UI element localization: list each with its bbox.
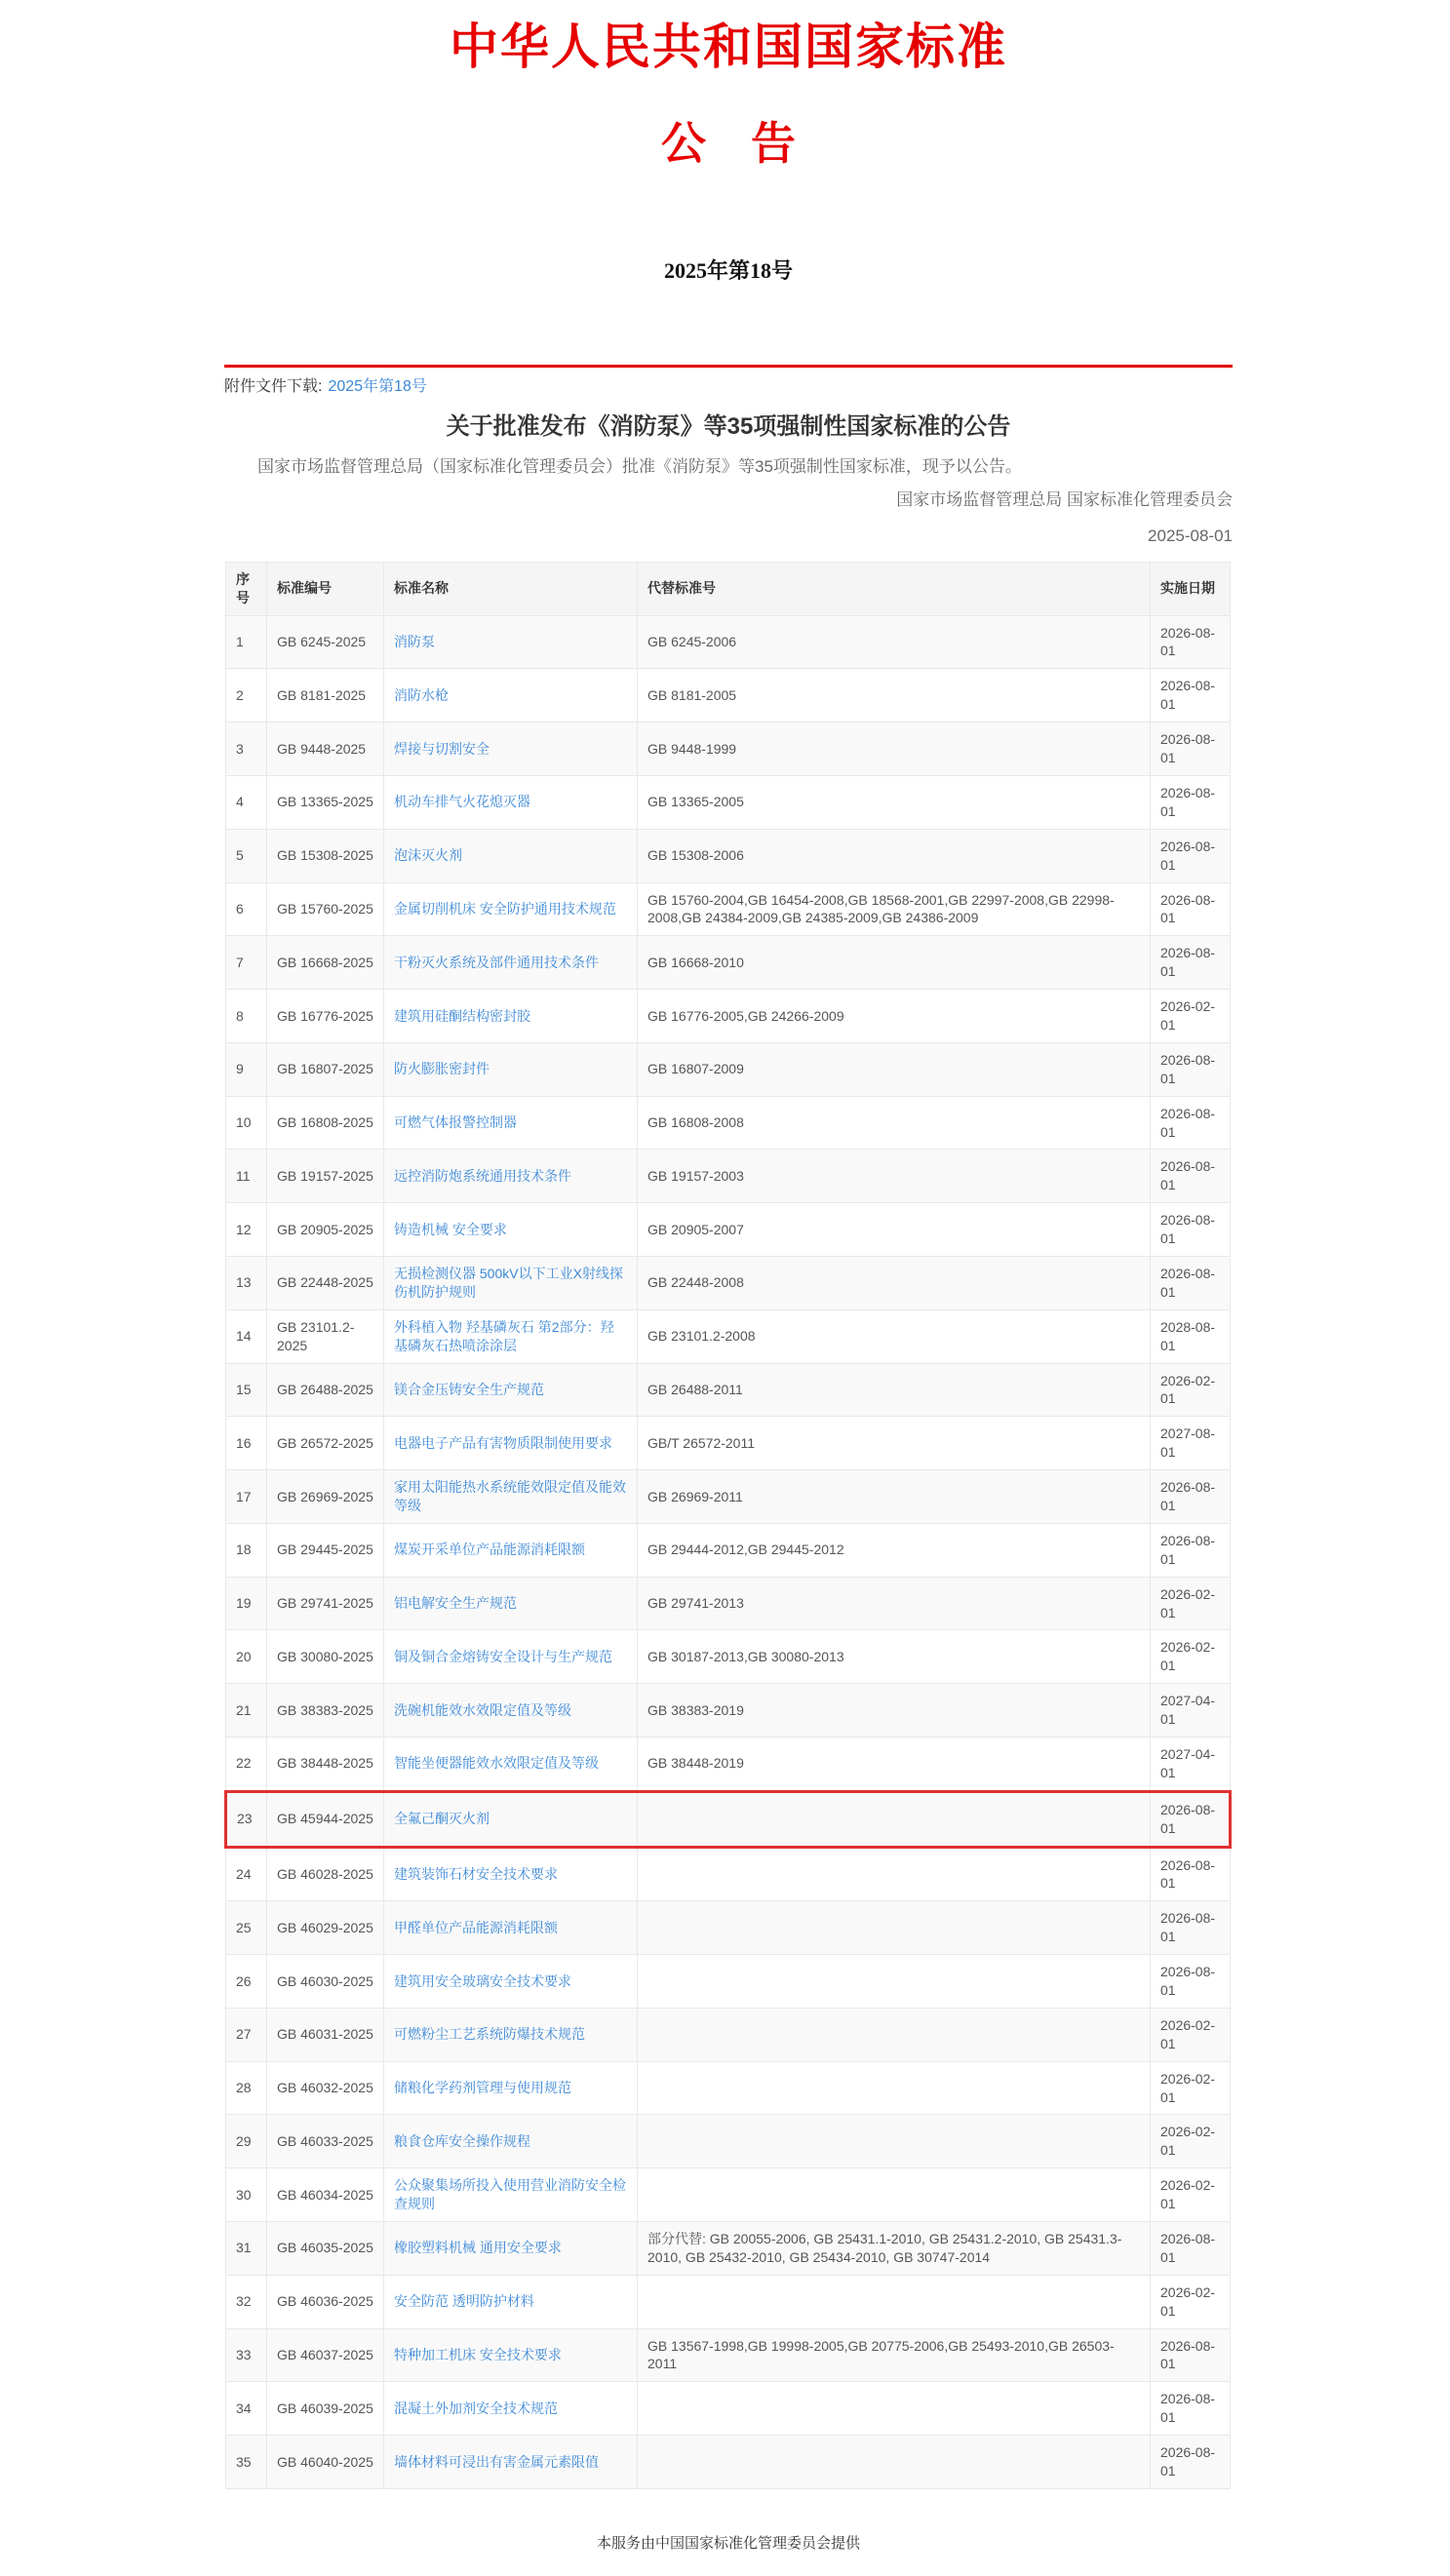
replaced-standards: GB 16776-2005,GB 24266-2009 <box>638 990 1151 1043</box>
table-header-row <box>226 562 1231 615</box>
row-index: 11 <box>226 1150 267 1203</box>
table-row <box>226 1630 1231 1684</box>
standard-code: GB 16776-2025 <box>267 990 384 1043</box>
replaced-standards: GB/T 26572-2011 <box>638 1417 1151 1470</box>
table-row <box>226 2222 1231 2276</box>
implementation-date: 2026-08-01 <box>1151 775 1231 829</box>
replaced-standards <box>638 1955 1151 2009</box>
implementation-date: 2026-08-01 <box>1151 615 1231 669</box>
standard-code: GB 46029-2025 <box>267 1901 384 1955</box>
standard-name-link[interactable]: 无损检测仪器 500kV以下工业X射线探伤机防护规则 <box>394 1265 623 1300</box>
standard-name-cell <box>384 1577 638 1630</box>
standard-name-link[interactable]: 远控消防炮系统通用技术条件 <box>394 1167 571 1184</box>
table-row <box>226 1096 1231 1150</box>
row-index: 16 <box>226 1417 267 1470</box>
row-index: 21 <box>226 1684 267 1737</box>
replaced-standards: GB 19157-2003 <box>638 1150 1151 1203</box>
row-index: 6 <box>226 882 267 936</box>
standard-name-cell <box>384 2328 638 2382</box>
announcement-paragraph: 国家市场监督管理总局（国家标准化管理委员会）批准《消防泵》等35项强制性国家标准，现予以公告。 <box>257 456 1022 476</box>
standard-code: GB 16807-2025 <box>267 1042 384 1096</box>
row-index: 12 <box>226 1203 267 1257</box>
standard-name-link[interactable]: 公众聚集场所投入使用营业消防安全检查规则 <box>394 2177 626 2212</box>
replaced-standards: GB 15760-2004,GB 16454-2008,GB 18568-2001,GB 22997-2008,GB 22998-2008,GB 24384-2009,GB 24385-2009,GB 24386-2009 <box>638 882 1151 936</box>
row-index: 7 <box>226 936 267 990</box>
standard-name-link[interactable]: 干粉灭火系统及部件通用技术条件 <box>394 954 599 970</box>
standard-name-link[interactable]: 外科植入物 羟基磷灰石 第2部分：羟基磷灰石热喷涂涂层 <box>394 1318 614 1353</box>
implementation-date: 2026-08-01 <box>1151 1901 1231 1955</box>
standard-name-link[interactable]: 泡沫灭火剂 <box>394 847 462 864</box>
table-row <box>226 1203 1231 1257</box>
standard-name-cell <box>384 615 638 669</box>
table-row <box>226 1523 1231 1577</box>
table-row <box>226 1042 1231 1096</box>
implementation-date: 2026-08-01 <box>1151 2436 1231 2489</box>
standard-name-cell <box>384 1150 638 1203</box>
standard-code: GB 15308-2025 <box>267 829 384 882</box>
standard-code: GB 46034-2025 <box>267 2168 384 2222</box>
implementation-date: 2026-02-01 <box>1151 990 1231 1043</box>
standard-name-cell <box>384 1901 638 1955</box>
standard-name-link[interactable]: 建筑用硅酮结构密封胶 <box>394 1007 530 1024</box>
implementation-date: 2026-08-01 <box>1151 1256 1231 1309</box>
replaced-standards <box>638 2008 1151 2061</box>
standard-code: GB 20905-2025 <box>267 1203 384 1257</box>
standard-name-link[interactable]: 粮食仓库安全操作规程 <box>394 2132 530 2149</box>
content-column <box>224 0 1233 2576</box>
standard-name-cell <box>384 1791 638 1847</box>
implementation-date: 2026-02-01 <box>1151 2061 1231 2115</box>
standard-name-cell <box>384 1203 638 1257</box>
replaced-standards: GB 16807-2009 <box>638 1042 1151 1096</box>
standard-code: GB 46028-2025 <box>267 1847 384 1901</box>
standard-name-link[interactable]: 电器电子产品有害物质限制使用要求 <box>394 1434 612 1451</box>
announcement-date: 2025-08-01 <box>1148 526 1233 545</box>
standards-table <box>224 562 1232 2489</box>
replaced-standards: GB 38383-2019 <box>638 1684 1151 1737</box>
table-row <box>226 2328 1231 2382</box>
row-index: 23 <box>226 1791 267 1847</box>
row-index: 33 <box>226 2328 267 2382</box>
implementation-date: 2026-08-01 <box>1151 829 1231 882</box>
replaced-standards: GB 13567-1998,GB 19998-2005,GB 20775-2006,GB 25493-2010,GB 26503-2011 <box>638 2328 1151 2382</box>
table-row <box>226 2168 1231 2222</box>
table-row <box>226 1847 1231 1901</box>
standard-name-link[interactable]: 甲醛单位产品能源消耗限额 <box>394 1919 558 1935</box>
standard-code: GB 19157-2025 <box>267 1150 384 1203</box>
table-row <box>226 1791 1231 1847</box>
implementation-date: 2026-08-01 <box>1151 2382 1231 2436</box>
implementation-date: 2026-02-01 <box>1151 2115 1231 2168</box>
replaced-standards: GB 16668-2010 <box>638 936 1151 990</box>
standard-name-link[interactable]: 橡胶塑料机械 通用安全要求 <box>394 2240 562 2256</box>
column-header-4: 代替标准号 <box>638 562 1151 615</box>
standard-name-cell <box>384 2168 638 2222</box>
attachment-download-link[interactable]: 2025年第18号 <box>328 378 427 396</box>
table-row <box>226 722 1231 776</box>
replaced-standards <box>638 2382 1151 2436</box>
replaced-standards <box>638 1791 1151 1847</box>
table-row <box>226 615 1231 669</box>
row-index: 10 <box>226 1096 267 1150</box>
table-row <box>226 1955 1231 2009</box>
row-index: 29 <box>226 2115 267 2168</box>
attachment-label: 附件文件下载: <box>224 378 323 396</box>
replaced-standards <box>638 2436 1151 2489</box>
standard-name-link[interactable]: 铜及铜合金熔铸安全设计与生产规范 <box>394 1648 612 1664</box>
row-index: 13 <box>226 1256 267 1309</box>
replaced-standards: GB 20905-2007 <box>638 1203 1151 1257</box>
standard-name-cell <box>384 1096 638 1150</box>
standard-name-link[interactable]: 墙体材料可浸出有害金属元素限值 <box>394 2453 599 2470</box>
implementation-date: 2026-08-01 <box>1151 882 1231 936</box>
table-row <box>226 990 1231 1043</box>
row-index: 28 <box>226 2061 267 2115</box>
announcement-heading: 关于批准发布《消防泵》等35项强制性国家标准的公告 <box>446 413 1011 441</box>
table-row <box>226 2008 1231 2061</box>
table-row <box>226 2115 1231 2168</box>
table-row <box>226 2382 1231 2436</box>
table-row <box>226 1901 1231 1955</box>
column-header-3: 标准名称 <box>384 562 638 615</box>
standard-name-link[interactable]: 煤炭开采单位产品能源消耗限额 <box>394 1542 585 1558</box>
table-row <box>226 829 1231 882</box>
replaced-standards <box>638 2061 1151 2115</box>
table-row <box>226 1470 1231 1524</box>
table-header <box>226 562 1231 615</box>
implementation-date: 2026-08-01 <box>1151 722 1231 776</box>
implementation-date: 2028-08-01 <box>1151 1309 1231 1363</box>
standard-name-cell <box>384 1737 638 1792</box>
standard-name-link[interactable]: 家用太阳能热水系统能效限定值及能效等级 <box>394 1479 626 1513</box>
implementation-date: 2026-08-01 <box>1151 1955 1231 2009</box>
table-row <box>226 1256 1231 1309</box>
standard-code: GB 16808-2025 <box>267 1096 384 1150</box>
row-index: 8 <box>226 990 267 1043</box>
standard-name-link[interactable]: 洗碗机能效水效限定值及等级 <box>394 1701 571 1718</box>
standard-name-cell <box>384 1470 638 1524</box>
row-index: 26 <box>226 1955 267 2009</box>
implementation-date: 2026-02-01 <box>1151 1577 1231 1630</box>
standard-name-link[interactable]: 可燃气体报警控制器 <box>394 1114 517 1131</box>
standard-name-cell <box>384 829 638 882</box>
row-index: 1 <box>226 615 267 669</box>
standard-code: GB 26488-2025 <box>267 1363 384 1417</box>
replaced-standards: 部分代替: GB 20055-2006, GB 25431.1-2010, GB 25431.2-2010, GB 25431.3-2010, GB 25432-2010, GB 25434-2010, GB 30747-2014 <box>638 2222 1151 2276</box>
page-title: 中华人民共和国国家标准 <box>450 20 1007 74</box>
standard-code: GB 46032-2025 <box>267 2061 384 2115</box>
table-row <box>226 2436 1231 2489</box>
standard-name-link[interactable]: 金属切削机床 安全防护通用技术规范 <box>394 900 616 917</box>
standard-name-cell <box>384 936 638 990</box>
standard-name-cell <box>384 2382 638 2436</box>
implementation-date: 2026-02-01 <box>1151 1630 1231 1684</box>
standard-code: GB 38448-2025 <box>267 1737 384 1792</box>
table-row <box>226 1363 1231 1417</box>
standard-code: GB 8181-2025 <box>267 669 384 722</box>
standard-name-link[interactable]: 安全防范 透明防护材料 <box>394 2293 534 2310</box>
replaced-standards: GB 13365-2005 <box>638 775 1151 829</box>
replaced-standards: GB 16808-2008 <box>638 1096 1151 1150</box>
page-subtitle: 公 告 <box>661 119 796 169</box>
column-header-1: 序号 <box>226 562 267 615</box>
replaced-standards: GB 26488-2011 <box>638 1363 1151 1417</box>
standard-code: GB 45944-2025 <box>267 1791 384 1847</box>
standard-name-cell <box>384 1417 638 1470</box>
standard-name-cell <box>384 882 638 936</box>
implementation-date: 2026-08-01 <box>1151 669 1231 722</box>
table-row <box>226 882 1231 936</box>
row-index: 19 <box>226 1577 267 1630</box>
replaced-standards: GB 8181-2005 <box>638 669 1151 722</box>
standard-code: GB 29741-2025 <box>267 1577 384 1630</box>
standard-name-cell <box>384 1955 638 2009</box>
row-index: 24 <box>226 1847 267 1901</box>
replaced-standards: GB 29741-2013 <box>638 1577 1151 1630</box>
implementation-date: 2026-08-01 <box>1151 936 1231 990</box>
replaced-standards: GB 30187-2013,GB 30080-2013 <box>638 1630 1151 1684</box>
table-row <box>226 669 1231 722</box>
implementation-date: 2026-08-01 <box>1151 1470 1231 1524</box>
standard-code: GB 46035-2025 <box>267 2222 384 2276</box>
standard-code: GB 46031-2025 <box>267 2008 384 2061</box>
standard-name-cell <box>384 1523 638 1577</box>
standard-name-link[interactable]: 建筑装饰石材安全技术要求 <box>394 1866 558 1882</box>
replaced-standards: GB 26969-2011 <box>638 1470 1151 1524</box>
standard-code: GB 6245-2025 <box>267 615 384 669</box>
column-header-5: 实施日期 <box>1151 562 1231 615</box>
row-index: 34 <box>226 2382 267 2436</box>
standard-name-cell <box>384 775 638 829</box>
table-body <box>226 615 1231 2488</box>
replaced-standards: GB 22448-2008 <box>638 1256 1151 1309</box>
row-index: 22 <box>226 1737 267 1792</box>
implementation-date: 2026-08-01 <box>1151 1042 1231 1096</box>
row-index: 5 <box>226 829 267 882</box>
standard-code: GB 46030-2025 <box>267 1955 384 2009</box>
replaced-standards <box>638 2115 1151 2168</box>
implementation-date: 2026-02-01 <box>1151 1363 1231 1417</box>
standard-name-link[interactable]: 消防泵 <box>394 634 435 650</box>
table-row <box>226 1309 1231 1363</box>
standard-code: GB 38383-2025 <box>267 1684 384 1737</box>
standard-code: GB 30080-2025 <box>267 1630 384 1684</box>
standard-name-cell <box>384 2275 638 2328</box>
standard-name-link[interactable]: 铸造机械 安全要求 <box>394 1221 507 1237</box>
standard-name-link[interactable]: 焊接与切割安全 <box>394 740 490 757</box>
row-index: 35 <box>226 2436 267 2489</box>
standard-name-link[interactable]: 混凝土外加剂安全技术规范 <box>394 2400 558 2416</box>
row-index: 31 <box>226 2222 267 2276</box>
implementation-date: 2026-08-01 <box>1151 2328 1231 2382</box>
standard-code: GB 26969-2025 <box>267 1470 384 1524</box>
column-header-2: 标准编号 <box>267 562 384 615</box>
standard-name-cell <box>384 669 638 722</box>
standard-name-link[interactable]: 全氟己酮灭火剂 <box>394 1811 490 1827</box>
standard-name-link[interactable]: 储粮化学药剂管理与使用规范 <box>394 2080 571 2096</box>
row-index: 20 <box>226 1630 267 1684</box>
implementation-date: 2026-02-01 <box>1151 2168 1231 2222</box>
implementation-date: 2027-08-01 <box>1151 1417 1231 1470</box>
standard-name-cell <box>384 1684 638 1737</box>
table-row <box>226 1737 1231 1792</box>
standard-name-link[interactable]: 特种加工机床 安全技术要求 <box>394 2347 562 2363</box>
standard-name-cell <box>384 1363 638 1417</box>
table-row <box>226 1417 1231 1470</box>
standard-name-cell <box>384 2115 638 2168</box>
row-index: 2 <box>226 669 267 722</box>
implementation-date: 2027-04-01 <box>1151 1737 1231 1792</box>
row-index: 32 <box>226 2275 267 2328</box>
standard-name-link[interactable]: 建筑用安全玻璃安全技术要求 <box>394 1972 571 1989</box>
attachment-row <box>224 376 1233 398</box>
standard-name-cell <box>384 2061 638 2115</box>
standard-name-link[interactable]: 智能坐便器能效水效限定值及等级 <box>394 1755 599 1772</box>
red-divider <box>224 365 1233 368</box>
standard-name-cell <box>384 2436 638 2489</box>
standard-name-link[interactable]: 机动车排气火花熄灭器 <box>394 794 530 810</box>
table-row <box>226 1150 1231 1203</box>
replaced-standards: GB 38448-2019 <box>638 1737 1151 1792</box>
implementation-date: 2026-08-01 <box>1151 2222 1231 2276</box>
row-index: 14 <box>226 1309 267 1363</box>
standard-name-cell <box>384 722 638 776</box>
standard-name-link[interactable]: 消防水枪 <box>394 686 449 703</box>
standard-name-cell <box>384 1847 638 1901</box>
row-index: 4 <box>226 775 267 829</box>
row-index: 3 <box>226 722 267 776</box>
standard-code: GB 16668-2025 <box>267 936 384 990</box>
standard-name-link[interactable]: 防火膨胀密封件 <box>394 1061 490 1077</box>
table-row <box>226 936 1231 990</box>
standard-code: GB 13365-2025 <box>267 775 384 829</box>
standard-name-cell <box>384 2222 638 2276</box>
standard-name-cell <box>384 1256 638 1309</box>
row-index: 30 <box>226 2168 267 2222</box>
implementation-date: 2026-08-01 <box>1151 1791 1231 1847</box>
footer-note: 本服务由中国国家标准化管理委员会提供 <box>596 2534 860 2552</box>
table-row <box>226 2275 1231 2328</box>
standard-code: GB 46033-2025 <box>267 2115 384 2168</box>
row-index: 18 <box>226 1523 267 1577</box>
standard-name-cell <box>384 990 638 1043</box>
standard-name-cell <box>384 2008 638 2061</box>
replaced-standards: GB 23101.2-2008 <box>638 1309 1151 1363</box>
table-row <box>226 775 1231 829</box>
table-row <box>226 2061 1231 2115</box>
standard-name-link[interactable]: 铝电解安全生产规范 <box>394 1595 517 1612</box>
row-index: 15 <box>226 1363 267 1417</box>
standard-code: GB 46040-2025 <box>267 2436 384 2489</box>
standard-name-cell <box>384 1630 638 1684</box>
standard-name-link[interactable]: 镁合金压铸安全生产规范 <box>394 1381 544 1397</box>
standard-name-cell <box>384 1309 638 1363</box>
implementation-date: 2026-08-01 <box>1151 1096 1231 1150</box>
standard-code: GB 23101.2-2025 <box>267 1309 384 1363</box>
standard-code: GB 29445-2025 <box>267 1523 384 1577</box>
standard-code: GB 46036-2025 <box>267 2275 384 2328</box>
replaced-standards: GB 9448-1999 <box>638 722 1151 776</box>
replaced-standards <box>638 2275 1151 2328</box>
row-index: 17 <box>226 1470 267 1524</box>
standard-name-link[interactable]: 可燃粉尘工艺系统防爆技术规范 <box>394 2026 585 2043</box>
implementation-date: 2026-02-01 <box>1151 2008 1231 2061</box>
issuing-authorities: 国家市场监督管理总局 国家标准化管理委员会 <box>896 489 1233 509</box>
implementation-date: 2026-08-01 <box>1151 1847 1231 1901</box>
row-index: 27 <box>226 2008 267 2061</box>
standard-code: GB 15760-2025 <box>267 882 384 936</box>
standard-name-cell <box>384 1042 638 1096</box>
implementation-date: 2026-02-01 <box>1151 2275 1231 2328</box>
standard-code: GB 9448-2025 <box>267 722 384 776</box>
replaced-standards <box>638 1847 1151 1901</box>
issue-number: 2025年第18号 <box>663 258 793 284</box>
row-index: 9 <box>226 1042 267 1096</box>
replaced-standards: GB 15308-2006 <box>638 829 1151 882</box>
implementation-date: 2026-08-01 <box>1151 1150 1231 1203</box>
implementation-date: 2026-08-01 <box>1151 1203 1231 1257</box>
standard-code: GB 46037-2025 <box>267 2328 384 2382</box>
replaced-standards <box>638 2168 1151 2222</box>
row-index: 25 <box>226 1901 267 1955</box>
standard-code: GB 22448-2025 <box>267 1256 384 1309</box>
replaced-standards: GB 6245-2006 <box>638 615 1151 669</box>
table-row <box>226 1577 1231 1630</box>
replaced-standards: GB 29444-2012,GB 29445-2012 <box>638 1523 1151 1577</box>
standard-code: GB 26572-2025 <box>267 1417 384 1470</box>
standard-code: GB 46039-2025 <box>267 2382 384 2436</box>
replaced-standards <box>638 1901 1151 1955</box>
table-row <box>226 1684 1231 1737</box>
implementation-date: 2027-04-01 <box>1151 1684 1231 1737</box>
implementation-date: 2026-08-01 <box>1151 1523 1231 1577</box>
